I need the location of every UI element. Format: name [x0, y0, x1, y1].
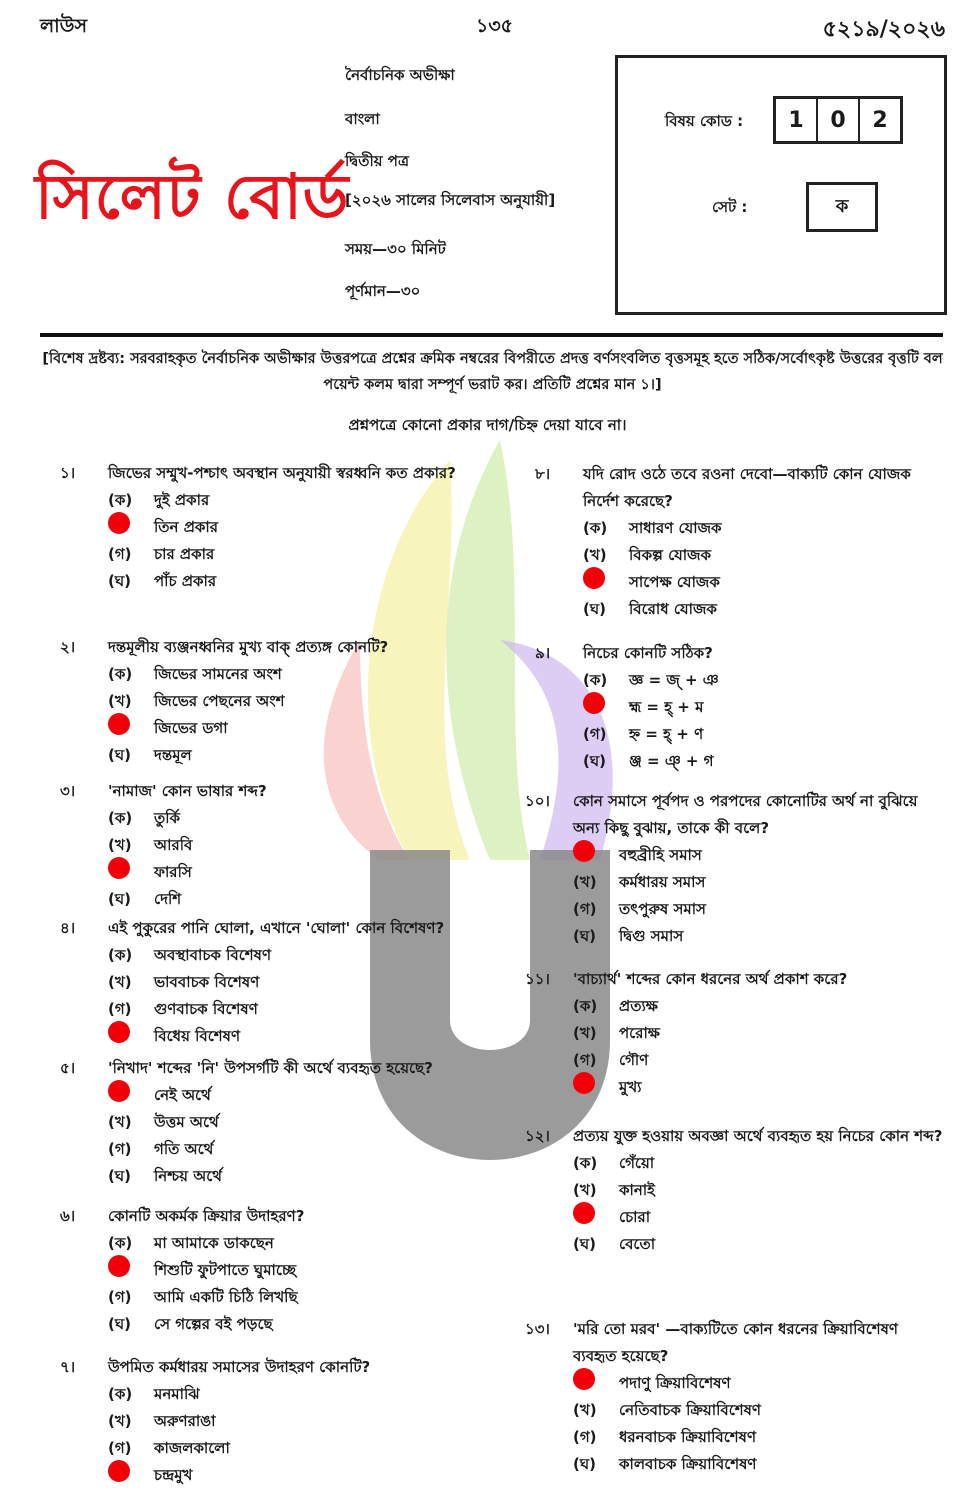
option-marker	[573, 1202, 619, 1233]
option-text: পদাণু ক্রিয়াবিশেষণ	[619, 1374, 731, 1392]
option-text: কালবাচক ক্রিয়াবিশেষণ	[619, 1455, 757, 1473]
option-text: তিন প্রকার	[154, 518, 219, 536]
answer-option[interactable]	[573, 1150, 945, 1177]
question	[535, 640, 945, 775]
page-number: ১৩৫	[476, 15, 514, 37]
answer-option[interactable]	[108, 942, 480, 969]
filled-answer-dot-icon	[583, 692, 605, 714]
answer-option[interactable]	[573, 842, 945, 869]
question	[525, 966, 945, 1101]
option-label: (গ)	[573, 1051, 597, 1069]
option-label: (ক)	[108, 491, 133, 509]
subject: বাংলা	[345, 110, 380, 128]
answer-option[interactable]	[108, 541, 480, 568]
option-label: (ঘ)	[108, 1167, 131, 1185]
question-number: ১৩।	[525, 1320, 550, 1338]
option-label: (খ)	[108, 836, 132, 854]
question-number: ১০।	[525, 792, 550, 810]
option-label: (খ)	[573, 1401, 597, 1419]
option-label: (খ)	[108, 1113, 132, 1131]
header-left: লাউস	[40, 15, 88, 37]
option-label: (গ)	[108, 1000, 132, 1018]
option-marker	[583, 692, 629, 723]
answer-option[interactable]	[108, 1381, 480, 1408]
answer-option[interactable]	[583, 748, 945, 775]
option-text: মা আমাকে ডাকছেন	[154, 1234, 274, 1252]
filled-answer-dot-icon	[108, 1080, 130, 1102]
option-label: (খ)	[573, 873, 597, 891]
option-label: (ঘ)	[108, 746, 131, 764]
answer-option[interactable]	[108, 832, 480, 859]
option-text: কানাই	[619, 1181, 655, 1199]
answer-option[interactable]	[108, 568, 480, 595]
answer-option[interactable]	[573, 1177, 945, 1204]
option-text: অরুণরাঙা	[154, 1412, 216, 1430]
answer-option[interactable]	[108, 1311, 480, 1338]
option-text: বহুব্রীহি সমাস	[619, 846, 702, 864]
question-text: প্রত্যয় যুক্ত হওয়ায় অবজ্ঞা অর্থে ব্যবহৃত হয় নিচের কোন শব্দ?	[573, 1127, 943, 1145]
option-text: দেশি	[154, 890, 182, 908]
question-number: ১।	[60, 464, 76, 482]
option-marker	[108, 857, 154, 888]
question	[60, 634, 480, 769]
question	[525, 1123, 945, 1258]
answer-option[interactable]	[573, 1047, 945, 1074]
option-text: উত্তম অর্থে	[154, 1113, 219, 1131]
option-label: (গ)	[108, 1288, 132, 1306]
question-text: দন্তমূলীয় ব্যঞ্জনধ্বনির মুখ্য বাক্ প্রত্যঙ্গ কোনটি?	[108, 638, 389, 656]
option-label: (খ)	[573, 1024, 597, 1042]
answer-option[interactable]	[108, 1435, 480, 1462]
option-label: (খ)	[583, 546, 607, 564]
subject-code-label: বিষয় কোড :	[665, 112, 744, 130]
option-marker	[583, 567, 629, 598]
option-label: (ক)	[108, 665, 133, 683]
question-text: কোন সমাসে পূর্বপদ ও পরপদের কোনোটির অর্থ না বুঝিয়ে অন্য কিছু বুঝায়, তাকে কী বলে?	[573, 792, 918, 837]
answer-option[interactable]	[583, 596, 945, 623]
option-text: ভাববাচক বিশেষণ	[154, 973, 260, 991]
subject-code-digits	[773, 96, 903, 144]
answer-option[interactable]	[583, 569, 945, 596]
answer-option[interactable]	[573, 1424, 945, 1451]
option-label: (গ)	[108, 1439, 132, 1457]
option-text: নেই অর্থে	[154, 1086, 211, 1104]
option-text: আমি একটি চিঠি লিখছি	[154, 1288, 298, 1306]
answer-option[interactable]	[108, 1109, 480, 1136]
question	[60, 1203, 480, 1338]
answer-option[interactable]	[108, 1284, 480, 1311]
option-text: গেঁয়ো	[619, 1154, 655, 1172]
option-label: (ঘ)	[108, 890, 131, 908]
question-text: কোনটি অকর্মক ক্রিয়ার উদাহরণ?	[108, 1207, 305, 1225]
filled-answer-dot-icon	[108, 1021, 130, 1043]
time: সময়—৩০ মিনিট	[345, 240, 446, 258]
question-number: ৭।	[60, 1358, 76, 1376]
question	[525, 788, 945, 950]
option-text: বেতো	[619, 1235, 656, 1253]
question-number: ৮।	[535, 465, 551, 483]
option-text: জ্ঞ = জ্ + ঞ	[629, 671, 719, 689]
option-label: (খ)	[108, 692, 132, 710]
question	[535, 461, 945, 623]
question-number: ৪।	[60, 919, 76, 937]
paper: দ্বিতীয় পত্র	[345, 152, 410, 170]
answer-option[interactable]	[108, 514, 480, 541]
option-text: জিভের পেছনের অংশ	[154, 692, 285, 710]
option-label: (ক)	[573, 997, 598, 1015]
option-text: কাজলকালো	[154, 1439, 230, 1457]
filled-answer-dot-icon	[108, 512, 130, 534]
option-label: (ক)	[108, 1385, 133, 1403]
no-mark-notice: প্রশ্নপত্রে কোনো প্রকার দাগ/চিহ্ন দেয়া যাবে না।	[348, 416, 627, 434]
option-label: (ঘ)	[108, 1315, 131, 1333]
option-label: (গ)	[108, 545, 132, 563]
option-marker	[108, 1255, 154, 1286]
option-label: (গ)	[573, 1428, 597, 1446]
question-number: ২।	[60, 638, 76, 656]
answer-option[interactable]	[573, 993, 945, 1020]
option-text: দ্বিগু সমাস	[619, 927, 684, 945]
option-text: সাপেক্ষ যোজক	[629, 573, 720, 591]
divider	[40, 333, 943, 337]
option-text: জিভের ডগা	[154, 719, 228, 737]
filled-answer-dot-icon	[583, 567, 605, 589]
answer-option[interactable]	[573, 869, 945, 896]
exam-code: ৫২১৯/২০২৬	[822, 17, 945, 42]
option-label: (খ)	[108, 973, 132, 991]
option-label: (ঘ)	[573, 927, 596, 945]
option-text: হ্ন = হ্ + ণ	[629, 725, 704, 743]
option-label: (ক)	[583, 671, 608, 689]
answer-option[interactable]	[583, 694, 945, 721]
answer-option[interactable]	[573, 1231, 945, 1258]
option-label: (ক)	[583, 519, 608, 537]
question-number: ৬।	[60, 1207, 76, 1225]
filled-answer-dot-icon	[573, 1072, 595, 1094]
answer-option[interactable]	[583, 542, 945, 569]
option-label: (ক)	[108, 946, 133, 964]
answer-option[interactable]	[108, 715, 480, 742]
option-marker	[108, 713, 154, 744]
answer-option[interactable]	[573, 923, 945, 950]
option-text: বিরোধ যোজক	[629, 600, 717, 618]
option-marker	[573, 1368, 619, 1399]
option-text: ধরনবাচক ক্রিয়াবিশেষণ	[619, 1428, 757, 1446]
filled-answer-dot-icon	[108, 713, 130, 735]
option-text: অবস্থাবাচক বিশেষণ	[154, 946, 272, 964]
answer-option[interactable]	[108, 996, 480, 1023]
option-text: সাধারণ যোজক	[629, 519, 722, 537]
answer-option[interactable]	[108, 661, 480, 688]
option-text: পাঁচ প্রকার	[154, 572, 217, 590]
option-label: (ঘ)	[583, 600, 606, 618]
answer-option[interactable]	[573, 1020, 945, 1047]
question	[60, 1354, 480, 1489]
board-title: সিলেট বোর্ড	[35, 160, 350, 233]
filled-answer-dot-icon	[108, 1460, 130, 1482]
question	[60, 915, 480, 1050]
option-text: ফারসি	[154, 863, 192, 881]
question-text: যদি রোদ ওঠে তবে রওনা দেবো—বাক্যটি কোন যোজক নির্দেশ করেছে?	[583, 465, 911, 510]
answer-option[interactable]	[108, 1136, 480, 1163]
question-text: নিচের কোনটি সঠিক?	[583, 644, 713, 662]
question-number: ৯।	[535, 644, 551, 662]
answer-option[interactable]	[573, 1204, 945, 1231]
option-label: (গ)	[573, 900, 597, 918]
option-label: (ক)	[108, 1234, 133, 1252]
answer-option[interactable]	[573, 1397, 945, 1424]
answer-option[interactable]	[108, 688, 480, 715]
option-text: ঞ্জ = ঞ্ + গ	[629, 752, 714, 770]
instruction: [বিশেষ দ্রষ্টব্য: সরবরাহকৃত নৈর্বাচনিক অভীক্ষার উত্তরপত্রে প্রশ্নের ক্রমিক নম্বরের বিপরীতে প্রদত্ত বর্ণসংবলিত বৃত্তসমূহ হতে সঠিক/সর্বোৎকৃষ্ট উত্তরের বৃত্তটি বল পয়েন্ট কলম দ্বারা সম্পূর্ণ ভরাট কর। প্রতিটি প্রশ্নের মান ১।]	[42, 351, 943, 393]
answer-option[interactable]	[108, 859, 480, 886]
question-text: 'বাচ্যার্থ' শব্দের কোন ধরনের অর্থ প্রকাশ করে?	[573, 970, 848, 988]
answer-option[interactable]	[108, 886, 480, 913]
option-text: গৌণ	[619, 1051, 649, 1069]
answer-option[interactable]	[108, 742, 480, 769]
answer-option[interactable]	[108, 487, 480, 514]
answer-option[interactable]	[108, 1257, 480, 1284]
option-text: গতি অর্থে	[154, 1140, 214, 1158]
question-text: 'নিখাদ' শব্দের 'নি' উপসর্গটি কী অর্থে ব্যবহৃত হয়েছে?	[108, 1059, 433, 1077]
question	[60, 460, 480, 595]
answer-option[interactable]	[573, 1074, 945, 1101]
answer-option[interactable]	[108, 969, 480, 996]
option-label: (গ)	[108, 1140, 132, 1158]
answer-option[interactable]	[583, 721, 945, 748]
full-marks: পূর্ণমান—৩০	[345, 282, 421, 300]
answer-option[interactable]	[573, 1370, 945, 1397]
option-label: (ঘ)	[573, 1235, 596, 1253]
filled-answer-dot-icon	[573, 1202, 595, 1224]
option-text: আরবি	[154, 836, 193, 854]
filled-answer-dot-icon	[573, 1368, 595, 1390]
answer-option[interactable]	[583, 515, 945, 542]
option-marker	[108, 1021, 154, 1052]
code-digit: 0	[818, 99, 860, 141]
option-text: প্রত্যক্ষ	[619, 997, 658, 1015]
question-text: 'নামাজ' কোন ভাষার শব্দ?	[108, 782, 267, 800]
option-text: মুখ্য	[619, 1078, 642, 1096]
option-text: তৎপুরুষ সমাস	[619, 900, 706, 918]
option-marker	[108, 512, 154, 543]
option-text: নিশ্চয় অর্থে	[154, 1167, 222, 1185]
answer-option[interactable]	[108, 1082, 480, 1109]
option-label: (ক)	[108, 809, 133, 827]
option-text: গুণবাচক বিশেষণ	[154, 1000, 258, 1018]
option-text: হ্ম = হ্ + ম	[629, 698, 704, 716]
set-label: সেট :	[712, 198, 748, 216]
option-text: নেতিবাচক ক্রিয়াবিশেষণ	[619, 1401, 761, 1419]
code-box	[615, 55, 947, 315]
option-text: চন্দ্রমুখ	[154, 1466, 193, 1484]
answer-option[interactable]	[108, 1230, 480, 1257]
option-text: পরোক্ষ	[619, 1024, 660, 1042]
option-label: (ক)	[573, 1154, 598, 1172]
answer-option[interactable]	[573, 1451, 945, 1478]
question-number: ৩।	[60, 782, 76, 800]
option-label: (ঘ)	[573, 1455, 596, 1473]
question	[60, 1055, 480, 1190]
option-text: শিশুটি ফুটপাতে ঘুমাচ্ছে	[154, 1261, 297, 1279]
question	[525, 1316, 945, 1478]
option-marker	[108, 1460, 154, 1491]
answer-option[interactable]	[108, 1163, 480, 1190]
filled-answer-dot-icon	[108, 1255, 130, 1277]
option-text: জিভের সামনের অংশ	[154, 665, 282, 683]
syllabus-note: [২০২৬ সালের সিলেবাস অনুযায়ী]	[345, 191, 556, 209]
question-text: জিভের সম্মুখ-পশ্চাৎ অবস্থান অনুযায়ী স্বরধ্বনি কত প্রকার?	[108, 464, 456, 482]
question-number: ৫।	[60, 1059, 76, 1077]
option-label: (ঘ)	[108, 572, 131, 590]
option-text: চোরা	[619, 1208, 651, 1226]
option-text: দুই প্রকার	[154, 491, 210, 509]
exam-type: নৈর্বাচনিক অভীক্ষা	[345, 66, 455, 84]
question-number: ১২।	[525, 1127, 550, 1145]
set-value: ক	[806, 182, 878, 232]
option-text: বিকল্প যোজক	[629, 546, 712, 564]
filled-answer-dot-icon	[108, 857, 130, 879]
option-text: তুর্কি	[154, 809, 181, 827]
option-marker	[573, 1072, 619, 1103]
option-label: (খ)	[108, 1412, 132, 1430]
answer-option[interactable]	[108, 1408, 480, 1435]
code-digit: 1	[776, 99, 818, 141]
answer-option[interactable]	[573, 896, 945, 923]
question-text: 'মরি তো মরব' —বাক্যটিতে কোন ধরনের ক্রিয়াবিশেষণ ব্যবহৃত হয়েছে?	[573, 1320, 898, 1365]
answer-option[interactable]	[108, 805, 480, 832]
option-label: (ঘ)	[583, 752, 606, 770]
option-marker	[108, 1080, 154, 1111]
option-text: চার প্রকার	[154, 545, 215, 563]
code-digit: 2	[872, 107, 888, 133]
question-text: এই পুকুরের পানি ঘোলা, এখানে 'ঘোলা' কোন বিশেষণ?	[108, 919, 445, 937]
question-text: উপমিত কর্মধারয় সমাসের উদাহরণ কোনটি?	[108, 1358, 371, 1376]
answer-option[interactable]	[583, 667, 945, 694]
option-text: বিধেয় বিশেষণ	[154, 1027, 241, 1045]
option-text: সে গল্পের বই পড়ছে	[154, 1315, 273, 1333]
option-text: কর্মধারয় সমাস	[619, 873, 706, 891]
option-marker	[573, 840, 619, 871]
filled-answer-dot-icon	[573, 840, 595, 862]
option-text: দন্তমূল	[154, 746, 192, 764]
option-text: মনমাঝি	[154, 1385, 200, 1403]
question	[60, 778, 480, 913]
question-number: ১১।	[525, 970, 550, 988]
option-label: (খ)	[573, 1181, 597, 1199]
answer-option[interactable]	[108, 1023, 480, 1050]
answer-option[interactable]	[108, 1462, 480, 1489]
option-label: (গ)	[583, 725, 607, 743]
